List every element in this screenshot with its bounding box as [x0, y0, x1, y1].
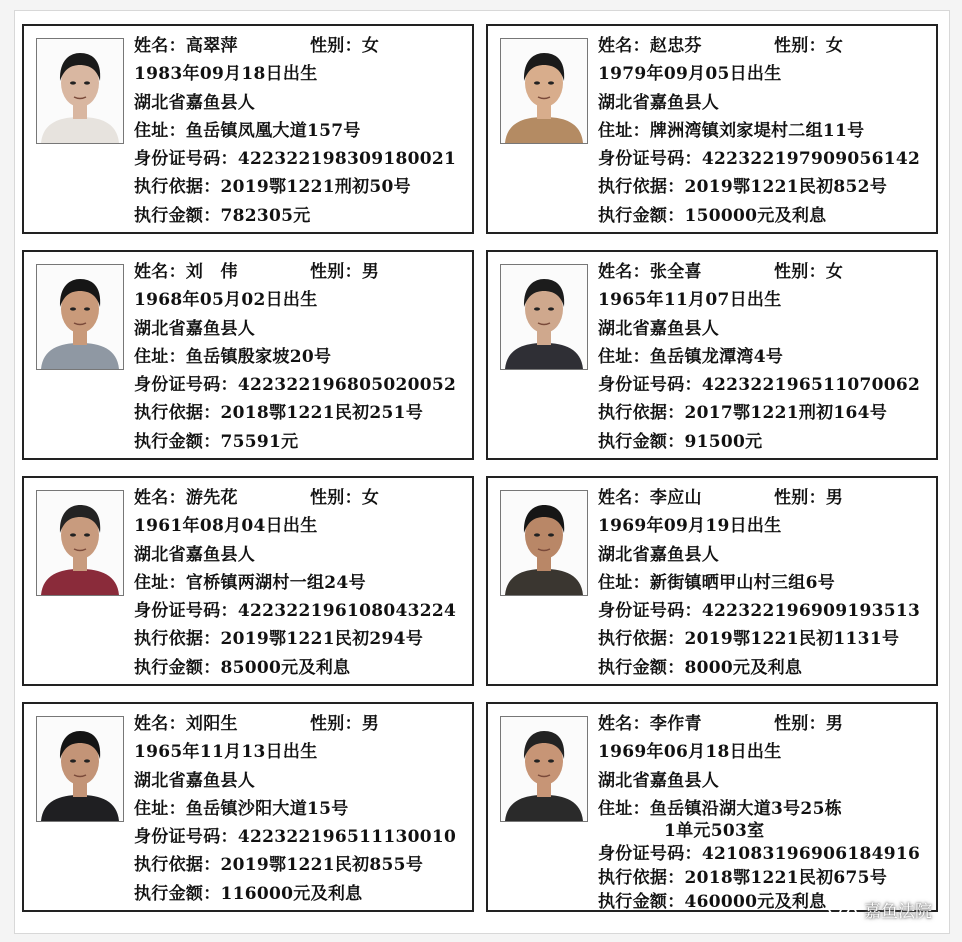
- address-label: 住址：: [598, 572, 650, 593]
- amount-row: [598, 428, 928, 456]
- debtor-gender: 女: [825, 262, 844, 282]
- debtor-card: [22, 702, 474, 912]
- id-row: [134, 823, 464, 851]
- id-label: 身份证号码：: [134, 601, 238, 622]
- amount-label: 执行金额：: [598, 431, 685, 452]
- id-number: 422322196511070062: [701, 375, 921, 396]
- debtor-card: [22, 250, 474, 460]
- enforcement-amount: 460000元及利息: [684, 892, 827, 913]
- gender-label: 性别：: [310, 714, 362, 734]
- id-number: 422322196511130010: [237, 827, 457, 848]
- id-number: 422322197909056142: [701, 149, 921, 170]
- debtor-card: [22, 476, 474, 686]
- name-row: [134, 32, 464, 60]
- enforcement-basis: 2019鄂1221民初855号: [220, 855, 424, 876]
- basis-row: [598, 173, 928, 201]
- portrait-image: [501, 265, 587, 369]
- debtor-name: 张全喜: [649, 262, 702, 282]
- id-row: [598, 371, 928, 399]
- address-label: 住址：: [134, 346, 186, 367]
- enforcement-basis: 2019鄂1221民初1131号: [684, 629, 900, 650]
- debtor-address: 新街镇晒甲山村三组6号: [649, 572, 836, 593]
- address-row: [134, 795, 464, 823]
- gender-label: 性别：: [774, 488, 826, 508]
- debtor-gender: 男: [825, 714, 844, 734]
- debtor-address: 鱼岳镇沿湖大道3号25栋: [649, 798, 842, 819]
- basis-row: [134, 625, 464, 653]
- address-label: 住址：: [134, 572, 186, 593]
- gender-label: 性别：: [774, 262, 826, 282]
- gender-field: [774, 32, 843, 60]
- enforcement-basis: 2019鄂1221民初294号: [220, 629, 424, 650]
- id-row: [134, 371, 464, 399]
- enforcement-amount: 150000元及利息: [684, 205, 827, 226]
- id-label: 身份证号码：: [134, 375, 238, 396]
- birth-date: 1983年09月18日出生: [134, 64, 318, 85]
- birth-date: 1968年05月02日出生: [134, 290, 318, 311]
- debtor-card: [486, 476, 938, 686]
- debtor-address: 鱼岳镇龙潭湾4号: [649, 346, 784, 367]
- origin: 湖北省嘉鱼县人: [134, 318, 256, 339]
- debtor-name: 赵忠芬: [649, 36, 702, 56]
- debtor-name: 高翠萍: [185, 36, 238, 56]
- debtor-card: [22, 24, 474, 234]
- name-row: [598, 32, 928, 60]
- portrait-image: [37, 39, 123, 143]
- portrait-photo: [36, 264, 124, 370]
- origin: 湖北省嘉鱼县人: [598, 318, 720, 339]
- id-number: 421083196906184916: [701, 844, 921, 865]
- debtor-info: [134, 484, 464, 682]
- basis-row: [134, 399, 464, 427]
- debtor-name: 李作青: [649, 714, 702, 734]
- gender-field: [774, 484, 843, 512]
- debtor-card: [486, 250, 938, 460]
- portrait-photo: [36, 38, 124, 144]
- enforcement-amount: 116000元及利息: [220, 883, 363, 904]
- address-row: [134, 117, 464, 145]
- portrait-photo: [500, 264, 588, 370]
- debtor-info: [134, 32, 464, 230]
- basis-row: [598, 625, 928, 653]
- id-label: 身份证号码：: [598, 601, 702, 622]
- basis-row: [134, 173, 464, 201]
- enforcement-amount: 75591元: [220, 431, 299, 452]
- gender-field: [774, 710, 843, 738]
- debtor-name: 刘阳生: [185, 714, 238, 734]
- address-row: [598, 117, 928, 145]
- portrait-image: [501, 39, 587, 143]
- basis-row: [598, 399, 928, 427]
- debtor-info: [598, 710, 928, 914]
- name-row: [134, 484, 464, 512]
- gender-field: [310, 258, 379, 286]
- gender-field: [310, 484, 379, 512]
- name-row: [598, 710, 928, 738]
- name-label: 姓名：: [598, 714, 650, 734]
- id-label: 身份证号码：: [598, 149, 702, 170]
- name-label: 姓名：: [598, 262, 650, 282]
- wechat-icon: [828, 899, 858, 921]
- origin: 湖北省嘉鱼县人: [598, 92, 720, 113]
- address-row: [598, 343, 928, 371]
- basis-row: [134, 851, 464, 879]
- portrait-photo: [500, 490, 588, 596]
- portrait-photo: [500, 38, 588, 144]
- id-label: 身份证号码：: [134, 149, 238, 170]
- amount-row: [134, 880, 464, 908]
- debtor-gender: 男: [361, 262, 380, 282]
- debtor-card: [486, 24, 938, 234]
- id-row: [598, 842, 928, 866]
- id-number: 422322196108043224: [237, 601, 457, 622]
- gender-label: 性别：: [310, 262, 362, 282]
- enforcement-basis: 2019鄂1221刑初50号: [220, 177, 411, 198]
- birth-date: 1969年06月18日出生: [598, 742, 782, 763]
- id-row: [598, 597, 928, 625]
- enforcement-basis: 2018鄂1221民初675号: [684, 868, 888, 889]
- enforcement-amount: 8000元及利息: [684, 657, 803, 678]
- id-label: 身份证号码：: [598, 844, 702, 865]
- basis-label: 执行依据：: [598, 629, 685, 650]
- name-label: 姓名：: [134, 488, 186, 508]
- birth-date: 1979年09月05日出生: [598, 64, 782, 85]
- address-label: 住址：: [598, 798, 650, 819]
- id-number: 422322196805020052: [237, 375, 457, 396]
- gender-field: [310, 32, 379, 60]
- portrait-image: [501, 717, 587, 821]
- id-row: [134, 597, 464, 625]
- amount-label: 执行金额：: [134, 431, 221, 452]
- watermark-text: 嘉鱼法院: [864, 902, 932, 922]
- name-row: [598, 484, 928, 512]
- id-row: [134, 145, 464, 173]
- debtor-info: [598, 32, 928, 230]
- basis-label: 执行依据：: [134, 855, 221, 876]
- origin: 湖北省嘉鱼县人: [134, 92, 256, 113]
- name-label: 姓名：: [134, 714, 186, 734]
- enforcement-basis: 2018鄂1221民初251号: [220, 403, 424, 424]
- birth-date: 1969年09月19日出生: [598, 516, 782, 537]
- basis-row: [598, 866, 928, 890]
- debtor-gender: 女: [361, 36, 380, 56]
- debtor-name: 李应山: [649, 488, 702, 508]
- debtor-address: 鱼岳镇殷家坡20号: [185, 346, 332, 367]
- birth-date: 1965年11月13日出生: [134, 742, 318, 763]
- debtor-gender: 男: [825, 488, 844, 508]
- debtor-address: 鱼岳镇沙阳大道15号: [185, 798, 349, 819]
- debtor-gender: 女: [361, 488, 380, 508]
- debtor-address: 牌洲湾镇刘家堤村二组11号: [649, 120, 865, 141]
- gender-label: 性别：: [774, 36, 826, 56]
- amount-row: [134, 202, 464, 230]
- debtor-info: [598, 258, 928, 456]
- debtor-address: 鱼岳镇凤凰大道157号: [185, 120, 361, 141]
- gender-label: 性别：: [310, 36, 362, 56]
- name-label: 姓名：: [598, 36, 650, 56]
- name-row: [134, 258, 464, 286]
- gender-label: 性别：: [310, 488, 362, 508]
- basis-label: 执行依据：: [134, 177, 221, 198]
- address-row: [598, 569, 928, 597]
- portrait-image: [37, 717, 123, 821]
- address-row: [134, 569, 464, 597]
- portrait-image: [37, 491, 123, 595]
- id-number: 422322198309180021: [237, 149, 457, 170]
- origin: 湖北省嘉鱼县人: [134, 770, 256, 791]
- birth-date: 1961年08月04日出生: [134, 516, 318, 537]
- portrait-image: [37, 265, 123, 369]
- address-label: 住址：: [598, 120, 650, 141]
- portrait-photo: [36, 716, 124, 822]
- debtor-gender: 女: [825, 36, 844, 56]
- debtor-card: [486, 702, 938, 912]
- basis-label: 执行依据：: [598, 403, 685, 424]
- basis-label: 执行依据：: [598, 868, 685, 889]
- origin: 湖北省嘉鱼县人: [598, 770, 720, 791]
- id-label: 身份证号码：: [598, 375, 702, 396]
- watermark: [828, 897, 932, 922]
- debtor-info: [598, 484, 928, 682]
- origin: 湖北省嘉鱼县人: [598, 544, 720, 565]
- amount-row: [598, 654, 928, 682]
- enforcement-basis: 2019鄂1221民初852号: [684, 177, 888, 198]
- id-row: [598, 145, 928, 173]
- birth-date: 1965年11月07日出生: [598, 290, 782, 311]
- address-label: 住址：: [598, 346, 650, 367]
- name-label: 姓名：: [598, 488, 650, 508]
- gender-label: 性别：: [774, 714, 826, 734]
- address-row: [134, 343, 464, 371]
- portrait-image: [501, 491, 587, 595]
- amount-label: 执行金额：: [598, 892, 685, 913]
- amount-row: [598, 202, 928, 230]
- address-continuation: 1单元503室: [664, 821, 765, 842]
- origin: 湖北省嘉鱼县人: [134, 544, 256, 565]
- amount-label: 执行金额：: [134, 205, 221, 226]
- address-label: 住址：: [134, 120, 186, 141]
- enforcement-amount: 91500元: [684, 431, 763, 452]
- enforcement-amount: 782305元: [220, 205, 311, 226]
- enforcement-amount: 85000元及利息: [220, 657, 351, 678]
- address-label: 住址：: [134, 798, 186, 819]
- amount-label: 执行金额：: [598, 657, 685, 678]
- address-row: [598, 795, 928, 823]
- name-label: 姓名：: [134, 36, 186, 56]
- amount-label: 执行金额：: [598, 205, 685, 226]
- debtor-gender: 男: [361, 714, 380, 734]
- basis-label: 执行依据：: [598, 177, 685, 198]
- name-row: [134, 710, 464, 738]
- name-row: [598, 258, 928, 286]
- debtor-info: [134, 258, 464, 456]
- amount-label: 执行金额：: [134, 883, 221, 904]
- enforcement-basis: 2017鄂1221刑初164号: [684, 403, 888, 424]
- amount-row: [134, 654, 464, 682]
- gender-field: [310, 710, 379, 738]
- id-number: 422322196909193513: [701, 601, 921, 622]
- id-label: 身份证号码：: [134, 827, 238, 848]
- debtor-address: 官桥镇两湖村一组24号: [185, 572, 366, 593]
- amount-row: [134, 428, 464, 456]
- basis-label: 执行依据：: [134, 629, 221, 650]
- name-label: 姓名：: [134, 262, 186, 282]
- debtor-name: 刘 伟: [185, 262, 238, 282]
- basis-label: 执行依据：: [134, 403, 221, 424]
- gender-field: [774, 258, 843, 286]
- debtor-info: [134, 710, 464, 908]
- debtor-name: 游先花: [185, 488, 238, 508]
- portrait-photo: [500, 716, 588, 822]
- amount-label: 执行金额：: [134, 657, 221, 678]
- portrait-photo: [36, 490, 124, 596]
